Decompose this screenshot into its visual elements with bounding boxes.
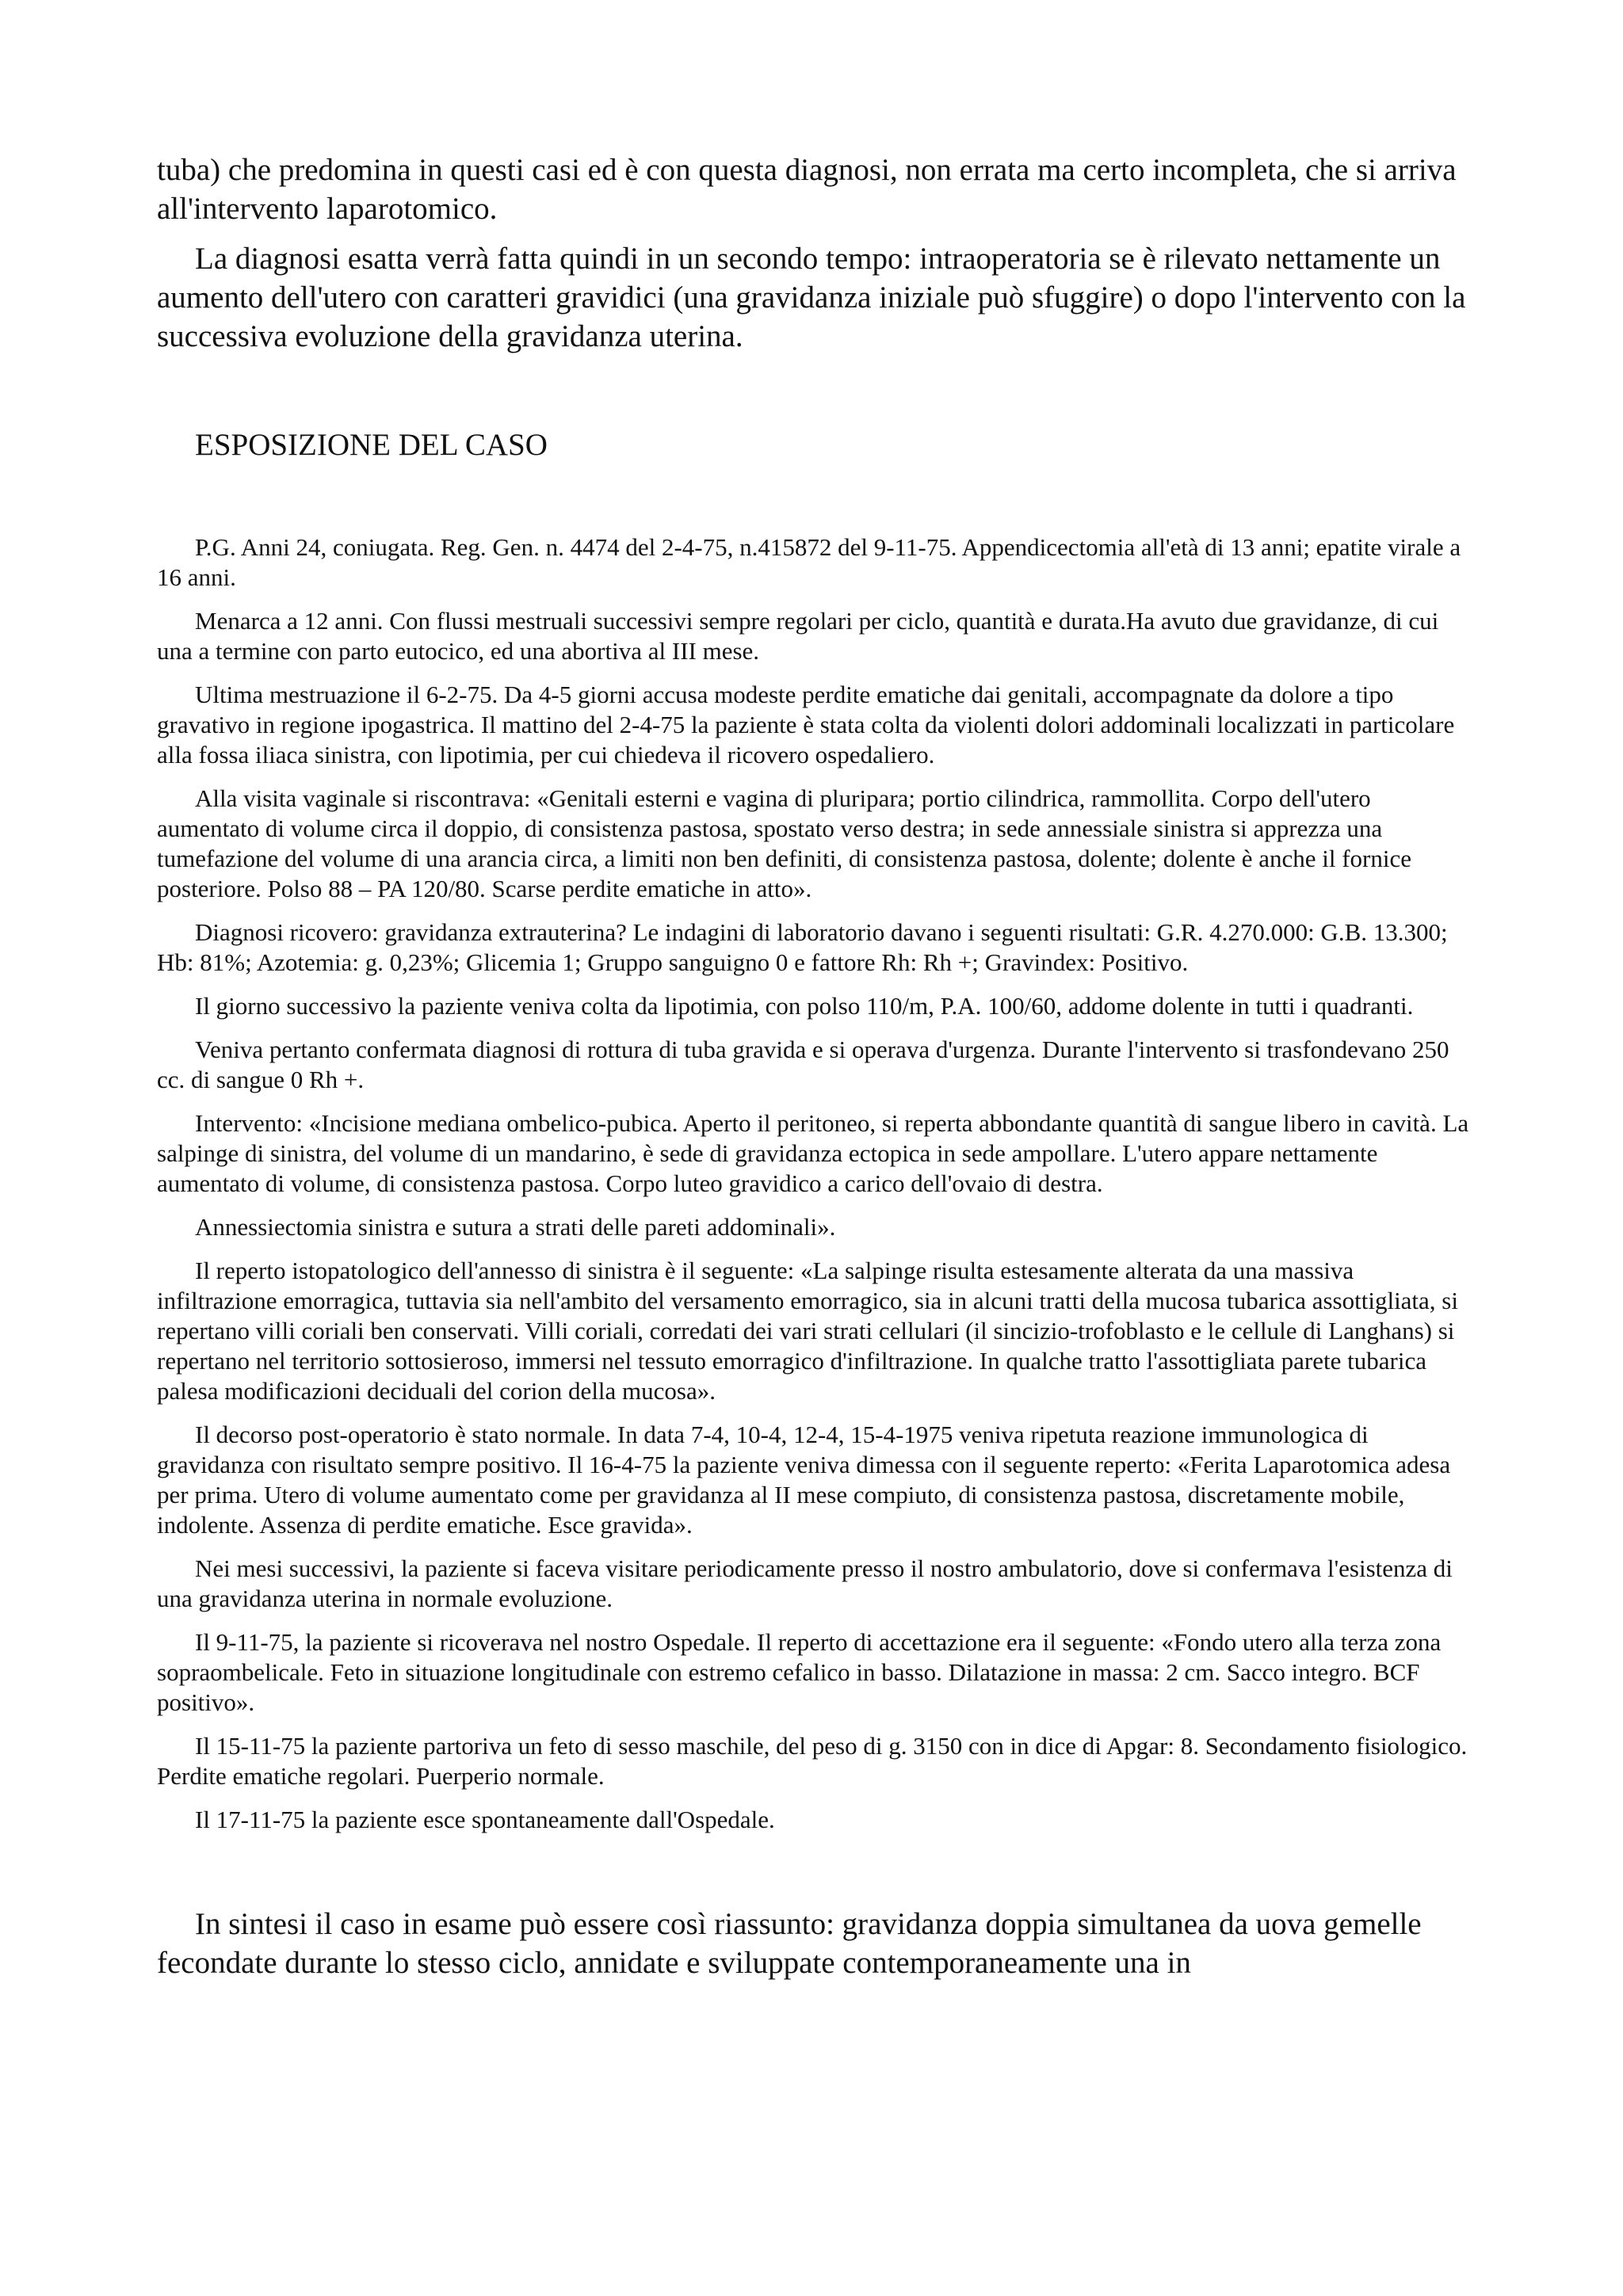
document-page [157,151,1472,1982]
case-paragraph: Il decorso post-operatorio è stato normale. In data 7-4, 10-4, 12-4, 15-4-1975 veniva ripetuta reazione immunologica di gravidanza con risultato sempre positivo. Il 16-4-75 la paziente veniva dimessa con il seguente reperto: «Ferita Laparotomica adesa per prima. Utero di volume aumentato come per gravidanza al II mese compiuto, di consistenza pastosa, discretamente mobile, indolente. Assenza di perdite ematiche. Esce gravida». [157,1421,1451,1539]
case-paragraph: Nei mesi successivi, la paziente si faceva visitare periodicamente presso il nostro ambulatorio, dove si confermava l'esistenza di una gravidanza uterina in normale evoluzione. [157,1554,1453,1612]
case-paragraph: Annessiectomia sinistra e sutura a strati delle pareti addominali». [195,1213,836,1241]
case-paragraph: Il reperto istopatologico dell'annesso di sinistra è il seguente: «La salpinge risulta estesamente alterata da una massiva infiltrazione emorragica, tuttavia sia nell'ambito del versamento emorragico, sia in alcuni tratti della mucosa tubarica assottigliata, si repertano villi coriali ben conservati. Villi coriali, corredati dei vari strati cellulari (il sincizio-trofoblasto e le cellule di Langhans) si repertano nel territorio sottosieroso, immersi nel tessuto emorragico d'infiltrazione. In qualche tratto l'assottigliata parete tubarica palesa modificazioni deciduali del corion della mucosa». [157,1257,1458,1405]
case-paragraph: Diagnosi ricovero: gravidanza extrauterina? Le indagini di laboratorio davano i seguenti risultati: G.R. 4.270.000: G.B. 13.300; Hb: 81%; Azotemia: g. 0,23%; Glicemia 1; Gruppo sanguigno 0 e fattore Rh: Rh +; Gravindex: Positivo. [157,918,1448,976]
case-paragraph: Il 17-11-75 la paziente esce spontaneamente dall'Ospedale. [195,1806,775,1833]
case-paragraph: Intervento: «Incisione mediana ombelico-pubica. Aperto il peritoneo, si reperta abbondante quantità di sangue libero in cavità. La salpinge di sinistra, del volume di un mandarino, è sede di gravidanza ectopica in sede ampollare. L'utero appare nettamente aumentato di volume, di consistenza pastosa. Corpo luteo gravidico a carico dell'ovaio di destra. [157,1109,1469,1197]
paragraph-intro-1: tuba) che predomina in questi casi ed è con questa diagnosi, non errata ma certo incompleta, che si arriva all'intervento laparotomico. [157,153,1457,226]
case-paragraph: P.G. Anni 24, coniugata. Reg. Gen. n. 4474 del 2-4-75, n.415872 del 9-11-75. Appendicectomia all'età di 13 anni; epatite virale a 16 anni. [157,533,1461,591]
case-paragraph: Menarca a 12 anni. Con flussi mestruali successivi sempre regolari per ciclo, quantità e durata.Ha avuto due gravidanze, di cui una a termine con parto eutocico, ed una abortiva al III mese. [157,607,1439,665]
case-paragraph: Alla visita vaginale si riscontrava: «Genitali esterni e vagina di pluripara; portio cilindrica, rammollita. Corpo dell'utero aumentato di volume circa il doppio, di consistenza pastosa, spostato verso destra; in sede annessiale sinistra si apprezza una tumefazione del volume di una arancia circa, a limiti non ben definiti, di consistenza pastosa, dolente; dolente è anche il fornice posteriore. Polso 88 – PA 120/80. Scarse perdite ematiche in atto». [157,784,1411,902]
case-paragraph: Il 15-11-75 la paziente partoriva un feto di sesso maschile, del peso di g. 3150 con in dice di Apgar: 8. Secondamento fisiologico. Perdite ematiche regolari. Puerperio normale. [157,1732,1468,1790]
case-paragraph: Ultima mestruazione il 6-2-75. Da 4-5 giorni accusa modeste perdite ematiche dai genitali, accompagnate da dolore a tipo gravativo in regione ipogastrica. Il mattino del 2-4-75 la paziente è stata colta da violenti dolori addominali localizzati in particolare alla fossa iliaca sinistra, con lipotimia, per cui chiedeva il ricovero ospedaliero. [157,681,1455,769]
case-report [157,532,1472,1835]
case-paragraph: Veniva pertanto confermata diagnosi di rottura di tuba gravida e si operava d'urgenza. Durante l'intervento si trasfondevano 250 cc. di sangue 0 Rh +. [157,1035,1449,1093]
case-paragraph: Il 9-11-75, la paziente si ricoverava nel nostro Ospedale. Il reperto di accettazione era il seguente: «Fondo utero alla terza zona sopraombelicale. Feto in situazione longitudinale con estremo cefalico in basso. Dilatazione in massa: 2 cm. Sacco integro. BCF positivo». [157,1628,1442,1716]
paragraph-intro-2: La diagnosi esatta verrà fatta quindi in un secondo tempo: intraoperatoria se è rilevato nettamente un aumento dell'utero con caratteri gravidici (una gravidanza iniziale può sfuggire) o dopo l'intervento con la successiva evoluzione della gravidanza uterina. [157,242,1466,353]
section-heading: ESPOSIZIONE DEL CASO [195,428,548,462]
paragraph-summary: In sintesi il caso in esame può essere così riassunto: gravidanza doppia simultanea da uova gemelle fecondate durante lo stesso ciclo, annidate e sviluppate contemporaneamente una in [157,1907,1422,1980]
case-paragraph: Il giorno successivo la paziente veniva colta da lipotimia, con polso 110/m, P.A. 100/60, addome dolente in tutti i quadranti. [195,992,1414,1020]
